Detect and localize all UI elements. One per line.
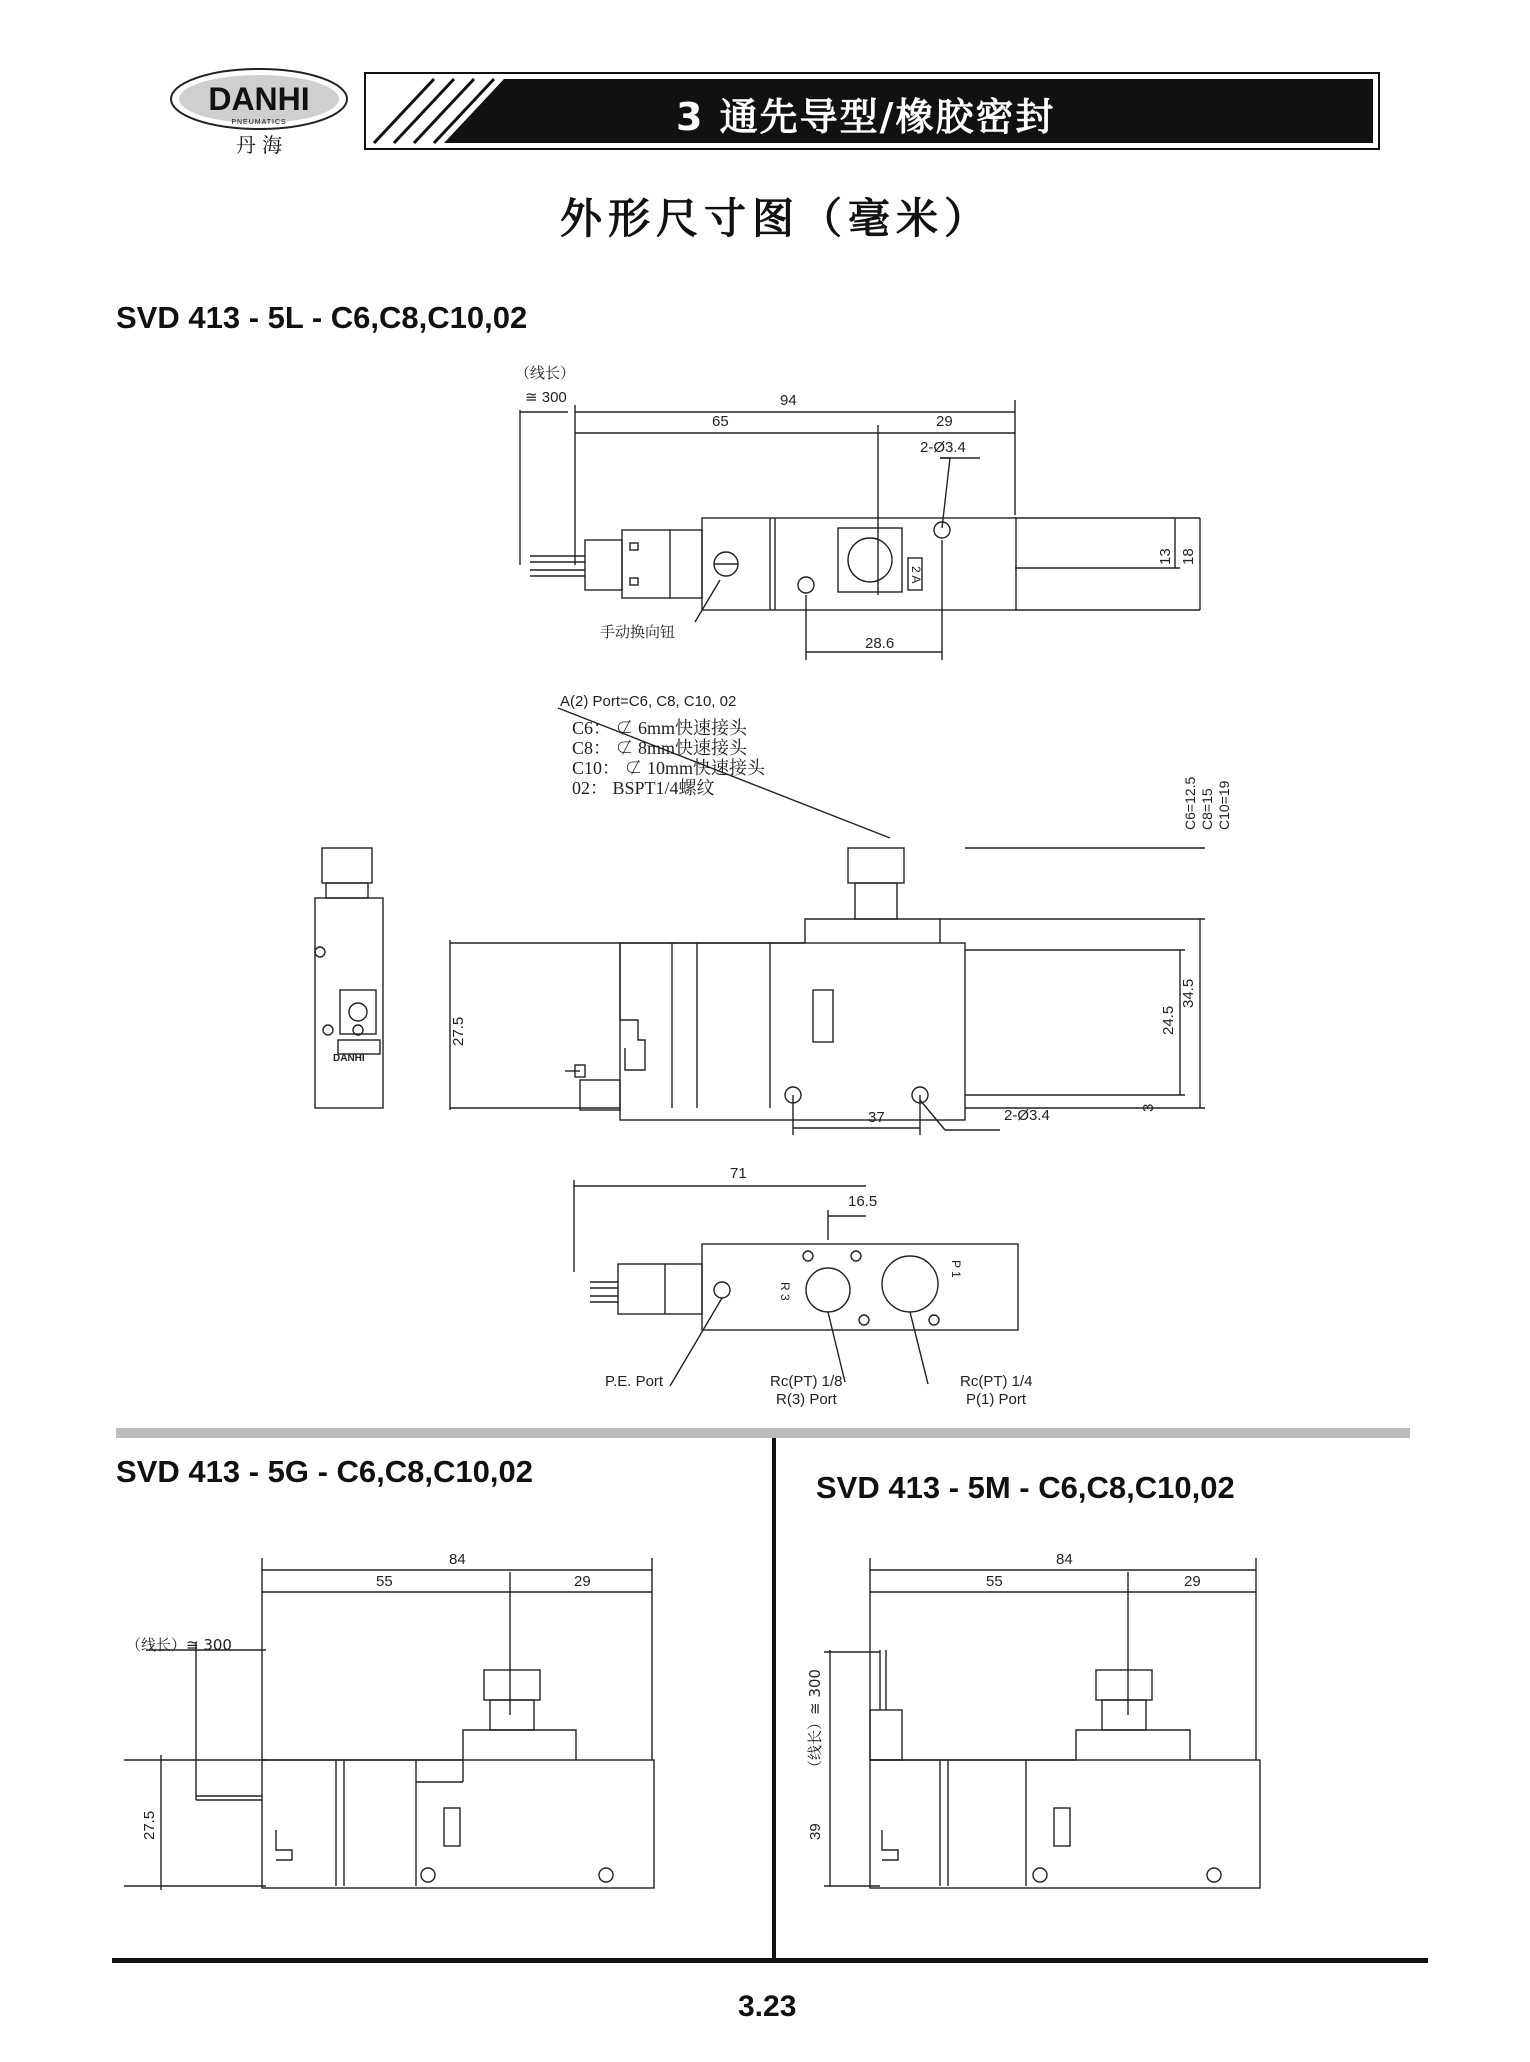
dim-71: 71	[730, 1165, 747, 1182]
dim-3: 3	[1140, 1103, 1157, 1112]
port-mark-p1: P 1	[949, 1260, 963, 1278]
dim-55-5g: 55	[376, 1573, 393, 1590]
dim-27-5-5g: 27.5	[141, 1810, 158, 1840]
cable-len-top: ≅ 300	[525, 389, 567, 406]
logo-emblem	[168, 66, 350, 158]
dim-24-5: 24.5	[1160, 1005, 1177, 1035]
dim-37: 37	[868, 1109, 885, 1126]
logo-brand: DANHI	[208, 81, 310, 117]
port-note-c8: C8： ⊄ 8mm快速接头	[572, 738, 748, 758]
port-note-c10: C10： ⊄ 10mm快速接头	[572, 758, 766, 778]
dim-94: 94	[780, 392, 797, 409]
r-port-label: R(3) Port	[776, 1391, 837, 1408]
drawing-5m	[800, 1530, 1400, 1960]
dim-65: 65	[712, 413, 729, 430]
port-mark-2a: 2 A	[909, 566, 923, 584]
dim-29-5m: 29	[1184, 1573, 1201, 1590]
dim-29-5g: 29	[574, 1573, 591, 1590]
r-port-thread: Rc(PT) 1/8	[770, 1373, 843, 1390]
dim-18: 18	[1180, 548, 1197, 565]
dim-39-5m: 39	[807, 1823, 824, 1840]
dim-84-5m: 84	[1056, 1551, 1073, 1568]
dim-84-5g: 84	[449, 1551, 466, 1568]
hole-top: 2-Ø3.4	[920, 439, 966, 456]
port-note-c6: C6： ⊄ 6mm快速接头	[572, 718, 748, 738]
dim-28-6: 28.6	[865, 635, 895, 652]
header-bar	[364, 72, 1380, 150]
model-5l: SVD 413 - 5L - C6,C8,C10,02	[116, 300, 528, 335]
drawing-5l-side	[300, 690, 1260, 1140]
cable-5m: （线长）≅ 300	[806, 1669, 824, 1775]
section-divider	[116, 1428, 1410, 1438]
manual-button-label: 手动换向钮	[600, 623, 676, 641]
dim-34-5: 34.5	[1180, 978, 1197, 1008]
dim-13: 13	[1157, 548, 1174, 565]
side-brand: DANHI	[333, 1053, 365, 1064]
page-title: 外形尺寸图（毫米）	[560, 194, 993, 243]
dim-29: 29	[936, 413, 953, 430]
logo-sub: PNEUMATICS	[231, 119, 287, 126]
bottom-rule	[112, 1958, 1428, 1963]
page-number: 3.23	[738, 1990, 797, 2023]
height-c6: C6=12.5	[1182, 776, 1198, 830]
drawing-5g	[116, 1530, 756, 1960]
column-divider	[772, 1438, 776, 1958]
drawing-5l-bottom	[500, 1160, 1120, 1420]
height-c8: C8=15	[1199, 788, 1215, 830]
dim-27-5-5l: 27.5	[450, 1016, 467, 1046]
cable-label-top: （线长）	[515, 364, 576, 382]
port-mark-r3: R 3	[778, 1282, 792, 1301]
port-note-02: 02： BSPT1/4螺纹	[572, 778, 715, 798]
port-note-head: A(2) Port=C6, C8, C10, 02	[560, 693, 737, 710]
logo-cn: 丹 海	[235, 133, 283, 157]
model-5m: SVD 413 - 5M - C6,C8,C10,02	[816, 1470, 1235, 1505]
dim-16-5: 16.5	[848, 1193, 878, 1210]
cable-5g: （线长）≅ 300	[126, 1636, 232, 1654]
model-5g: SVD 413 - 5G - C6,C8,C10,02	[116, 1454, 533, 1489]
pe-port: P.E. Port	[605, 1373, 664, 1390]
drawing-5l-top	[480, 360, 1240, 660]
header-title: 3 通先导型/橡胶密封	[676, 95, 1056, 139]
hole-side: 2-Ø3.4	[1004, 1107, 1050, 1124]
p-port-thread: Rc(PT) 1/4	[960, 1373, 1033, 1390]
p-port-label: P(1) Port	[966, 1391, 1027, 1408]
height-c10: C10=19	[1216, 780, 1232, 830]
brand-logo	[168, 66, 350, 158]
dim-55-5m: 55	[986, 1573, 1003, 1590]
